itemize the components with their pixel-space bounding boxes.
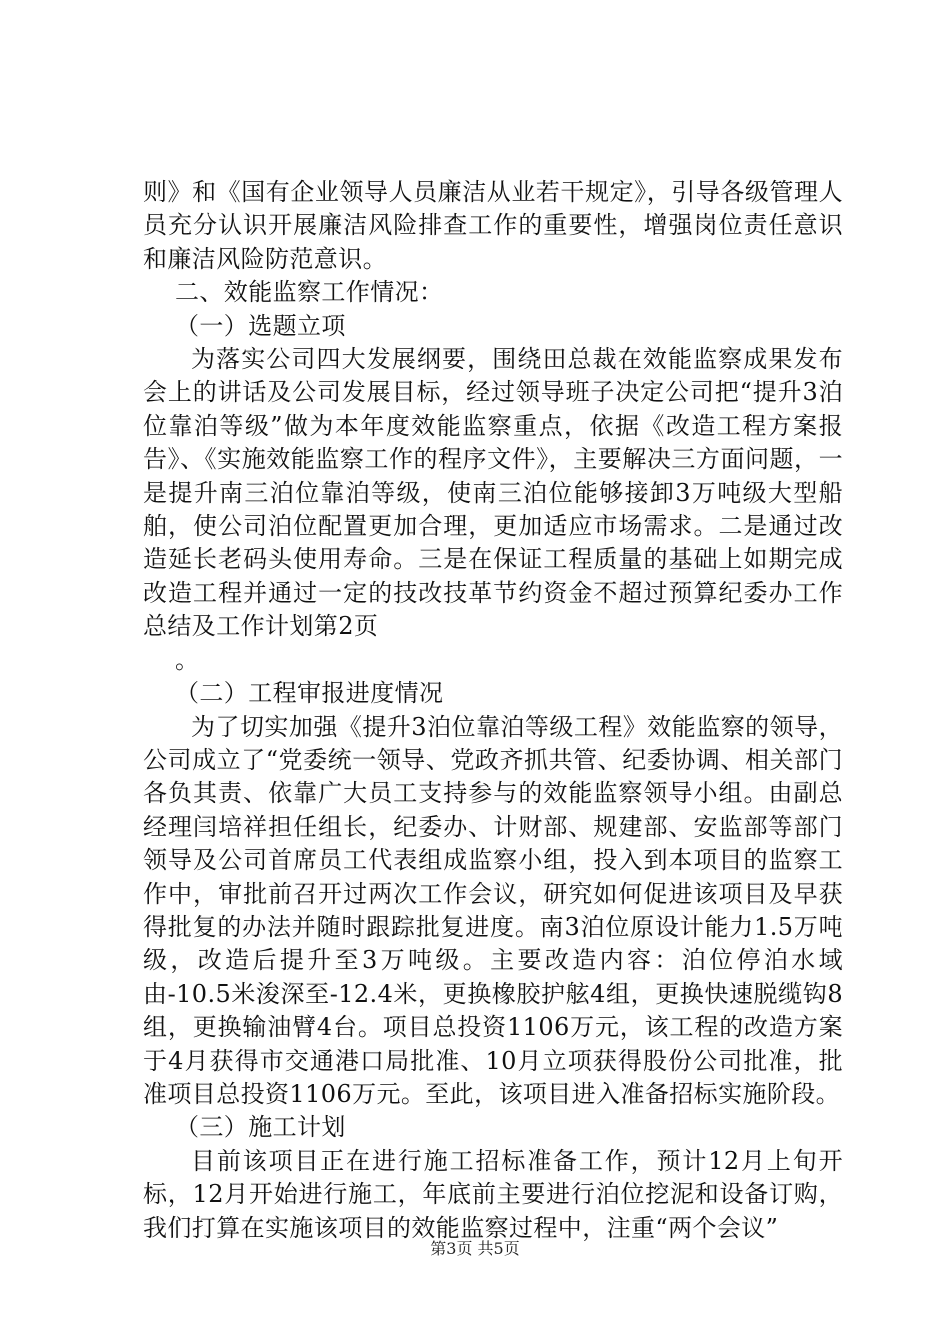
paragraph: 为落实公司四大发展纲要，围绕田总裁在效能监察成果发布会上的讲话及公司发展目标，经过领导班子决定公司把“提升3泊位靠泊等级”做为本年度效能监察重点，依据《改造工程方案报告》、《实施效能监察工作的程序文件》，主要解决三方面问题，一是提升南三泊位靠泊等级，使南三泊位能够接卸3万吨级大型船舶，使公司泊位配置更加合理，更加适应市场需求。二是通过改造延长老码头使用寿命。三是在保证工程质量的基础上如期完成改造工程并通过一定的技改技革节约资金不超过预算纪委办工作总结及工作计划第2页 bbox=[143, 345, 843, 641]
subsection-heading: （二）工程审报进度情况 bbox=[175, 679, 444, 708]
subsection-heading: （一）选题立项 bbox=[175, 311, 346, 340]
paragraph: 则》和《国有企业领导人员廉洁从业若干规定》，引导各级管理人员充分认识开展廉洁风险排查工作的重要性，增强岗位责任意识和廉洁风险防范意识。 bbox=[143, 178, 843, 273]
paragraph: 目前该项目正在进行施工招标准备工作，预计12月上旬开标，12月开始进行施工，年底前主要进行泊位挖泥和设备订购，我们打算在实施该项目的效能监察过程中，注重“两个会议” bbox=[143, 1146, 843, 1242]
document-body bbox=[143, 176, 843, 1245]
paragraph: 为了切实加强《提升3泊位靠泊等级工程》效能监察的领导，公司成立了“党委统一领导、党政齐抓共管、纪委协调、相关部门各负其责、依靠广大员工支持参与的效能监察领导小组。由副总经理闫培祥担任组长，纪委办、计财部、规建部、安监部等部门领导及公司首席员工代表组成监察小组，投入到本项目的监察工作中，审批前召开过两次工作会议，研究如何促进该项目及早获得批复的办法并随时跟踪批复进度。南3泊位原设计能力1.5万吨级，改造后提升至3万吨级。主要改造内容：泊位停泊水域由-10.5米浚深至-12.4米，更换橡胶护舷4组，更换快速脱缆钩8组，更换输油臂4台。项目总投资1106万元，该工程的改造方案于4月获得市交通港口局批准、10月立项获得股份公司批准，批准项目总投资1106万元。至此，该项目进入准备招标实施阶段。 bbox=[143, 712, 843, 1108]
paragraph: 。 bbox=[175, 645, 200, 674]
subsection-heading: （三）施工计划 bbox=[175, 1113, 346, 1142]
page-footer: 第3页 共5页 bbox=[430, 1239, 520, 1258]
section-heading: 二、效能监察工作情况： bbox=[175, 278, 444, 307]
